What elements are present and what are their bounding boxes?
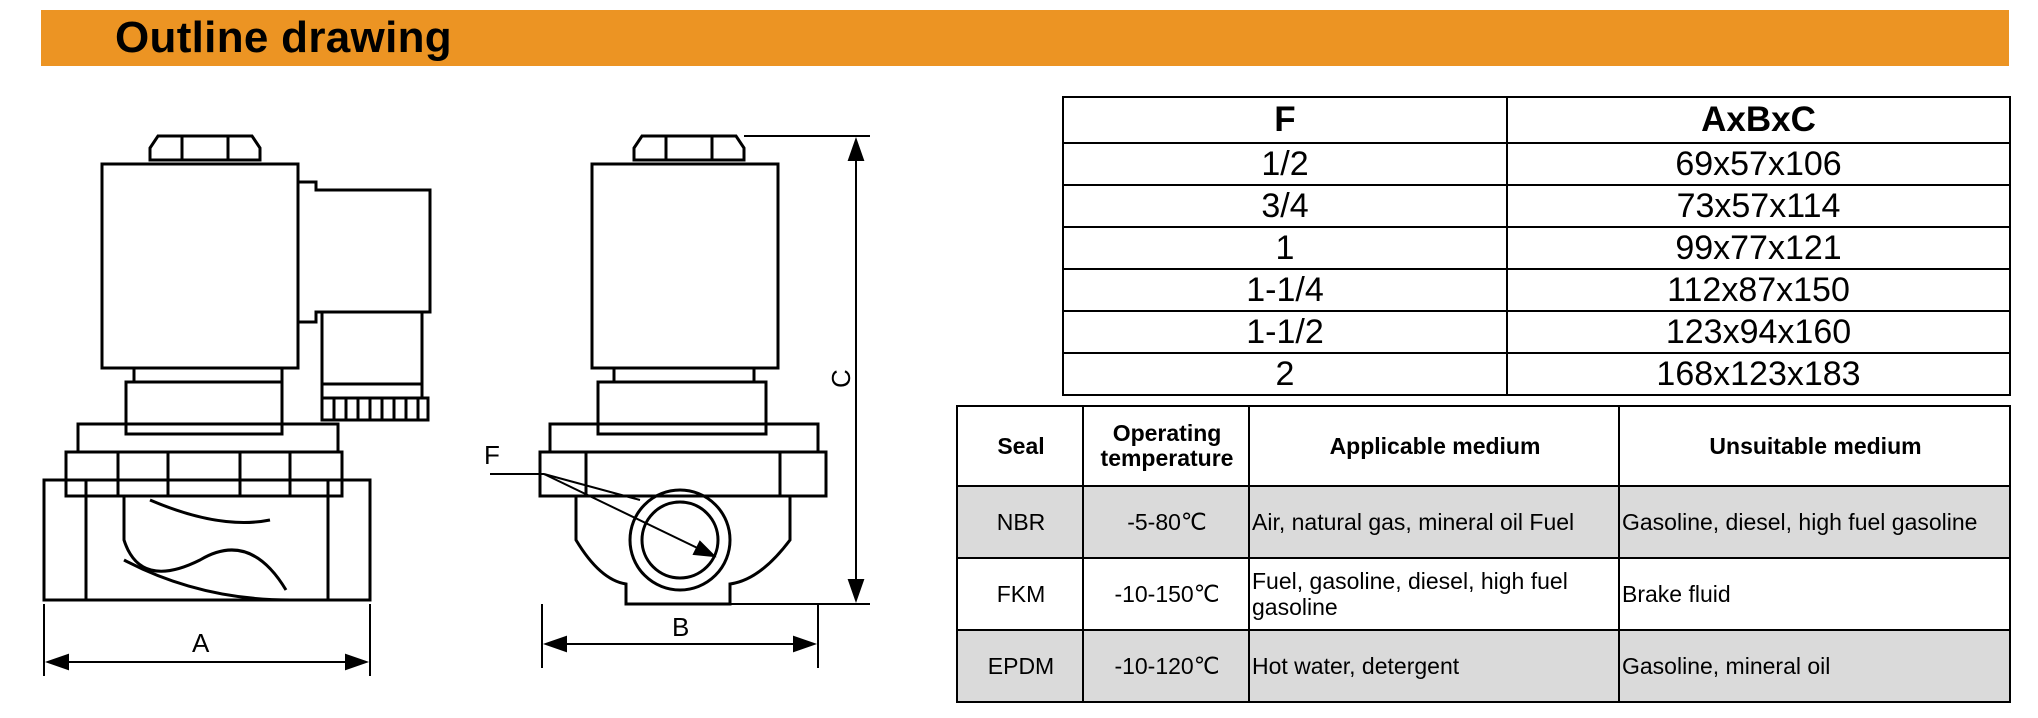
table-row <box>1063 311 2010 353</box>
column-header-seal: Seal <box>957 406 1083 486</box>
temperature-cell: -10-120℃ <box>1083 630 1249 702</box>
table-row <box>1063 227 2010 269</box>
side-view-connector <box>298 182 430 420</box>
port-size-cell: 3/4 <box>1063 185 1507 227</box>
dimension-c-label: C <box>826 369 856 388</box>
unsuitable-medium-cell: Gasoline, mineral oil <box>1619 630 2010 702</box>
dimension-cell: 168x123x183 <box>1507 353 2010 395</box>
dimension-b-label: B <box>672 612 690 642</box>
table-row <box>1063 269 2010 311</box>
seal-header-row <box>957 406 2010 486</box>
dimension-cell: 69x57x106 <box>1507 143 2010 185</box>
table-row <box>957 486 2010 558</box>
side-view-body <box>44 480 370 600</box>
dimensions-table <box>1062 96 2011 396</box>
table-row <box>957 558 2010 630</box>
table-row <box>1063 143 2010 185</box>
dimension-cell: 123x94x160 <box>1507 311 2010 353</box>
applicable-medium-cell: Fuel, gasoline, diesel, high fuel gasoline <box>1249 558 1619 630</box>
dimension-cell: 73x57x114 <box>1507 185 2010 227</box>
section-header <box>41 10 2009 66</box>
dimension-f-label: F <box>484 440 500 470</box>
port-size-cell: 1-1/2 <box>1063 311 1507 353</box>
seal-cell: FKM <box>957 558 1083 630</box>
table-row <box>1063 353 2010 395</box>
table-row <box>1063 185 2010 227</box>
port-size-cell: 1-1/4 <box>1063 269 1507 311</box>
section-title: Outline drawing <box>115 13 452 62</box>
column-header-f: F <box>1063 97 1507 143</box>
applicable-medium-cell: Air, natural gas, mineral oil Fuel <box>1249 486 1619 558</box>
column-header-unsuitable-medium: Unsuitable medium <box>1619 406 2010 486</box>
front-view-bonnet <box>540 368 826 496</box>
seal-material-table <box>956 405 2011 703</box>
temperature-cell: -5-80℃ <box>1083 486 1249 558</box>
dimension-cell: 99x77x121 <box>1507 227 2010 269</box>
column-header-axbxc: AxBxC <box>1507 97 2010 143</box>
port-size-cell: 2 <box>1063 353 1507 395</box>
applicable-medium-cell: Hot water, detergent <box>1249 630 1619 702</box>
front-view-body <box>576 490 790 604</box>
side-view-coil <box>102 164 298 368</box>
side-view-bonnet <box>66 368 342 496</box>
valve-outline-drawing <box>0 100 940 700</box>
dimension-a-label: A <box>192 628 210 658</box>
port-size-cell: 1 <box>1063 227 1507 269</box>
unsuitable-medium-cell: Brake fluid <box>1619 558 2010 630</box>
front-view-nut <box>634 136 744 160</box>
front-view-coil <box>592 164 778 368</box>
port-size-cell: 1/2 <box>1063 143 1507 185</box>
unsuitable-medium-cell: Gasoline, diesel, high fuel gasoline <box>1619 486 2010 558</box>
column-header-applicable-medium: Applicable medium <box>1249 406 1619 486</box>
temperature-cell: -10-150℃ <box>1083 558 1249 630</box>
table-row <box>957 630 2010 702</box>
side-view-nut <box>150 136 260 160</box>
dimension-f-leader <box>490 474 714 556</box>
seal-cell: EPDM <box>957 630 1083 702</box>
dimensions-header-row <box>1063 97 2010 143</box>
seal-cell: NBR <box>957 486 1083 558</box>
dimension-cell: 112x87x150 <box>1507 269 2010 311</box>
column-header-operating-temperature: Operating temperature <box>1083 406 1249 486</box>
